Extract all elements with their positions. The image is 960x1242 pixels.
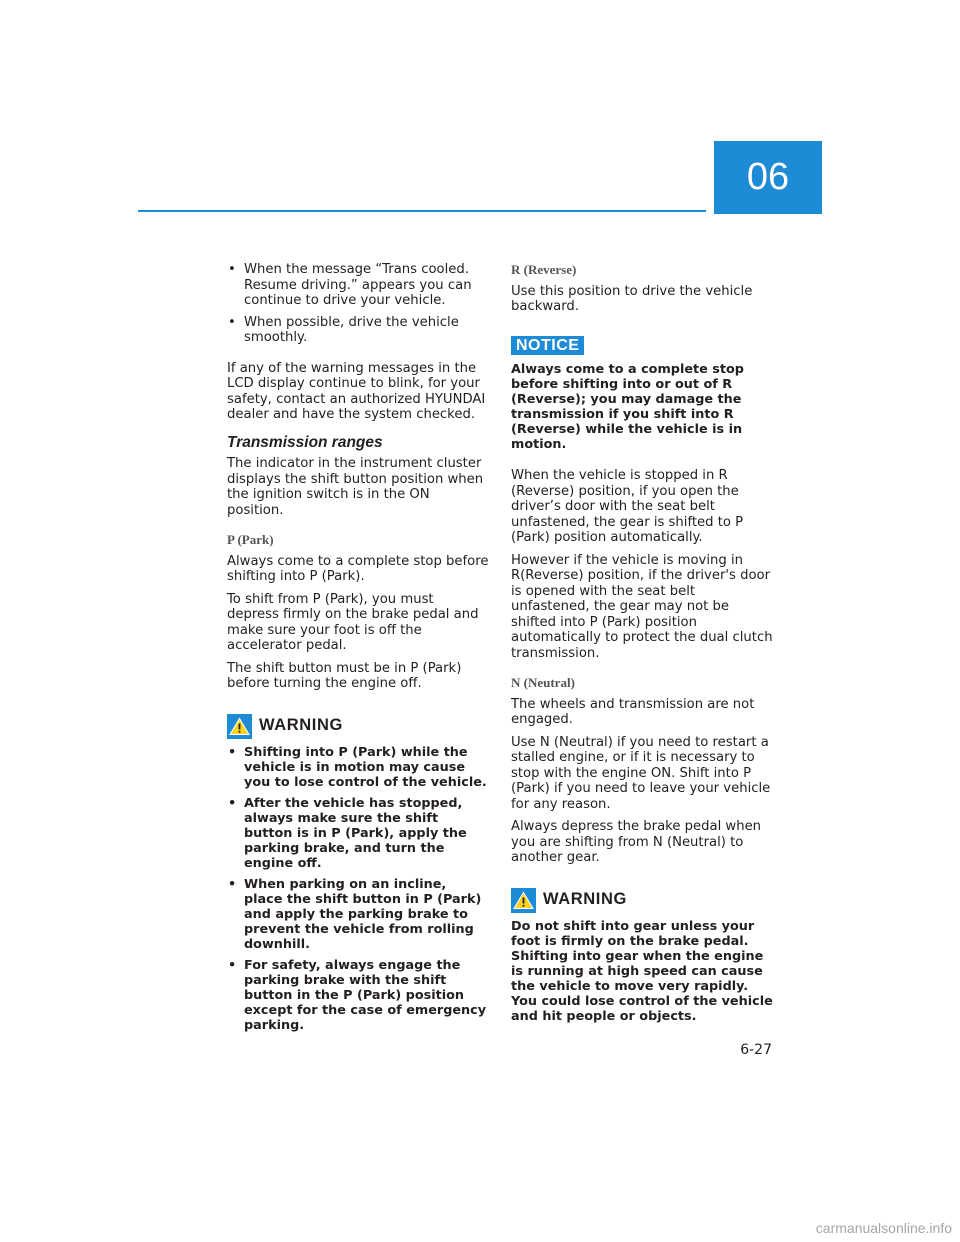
reverse-paragraph: Use this position to drive the vehicle backward. [511, 283, 753, 314]
page-number: 6-27 [740, 1042, 772, 1058]
section-heading: Transmission ranges [227, 433, 383, 451]
chapter-tab [714, 141, 822, 214]
list-item: • Shifting into P (Park) while the vehicle is in motion may cause you to lose control of the vehicle. [227, 745, 489, 790]
header-rule [138, 210, 706, 212]
notice-text: Always come to a complete stop before shifting into or out of R (Reverse); you may damage the transmission if you shift into R (Reverse) while the vehicle is in motion. [511, 362, 744, 452]
neutral-warning-header [511, 888, 773, 913]
warning-messages-paragraph: If any of the warning messages in the LCD display continue to blink, for your safety, contact an authorized HYUNDAI dealer and have the system checked. [227, 360, 486, 422]
park-paragraph: Always come to a complete stop before shifting into P (Park). [227, 553, 489, 584]
list-item: • When the message “Trans cooled. Resume driving.” appears you can continue to drive your vehicle. [227, 262, 489, 309]
watermark: carmanualsonline.info [815, 1220, 952, 1236]
warning-triangle-icon [511, 888, 536, 913]
trans-cooled-list [227, 262, 489, 346]
park-heading: P (Park) [227, 532, 274, 547]
reverse-paragraph: When the vehicle is stopped in R (Reverse) position, if you open the driver’s door with the seat belt unfastened, the gear is shifted to P (Park) position automatically. [511, 468, 744, 545]
list-item: • When parking on an incline, place the shift button in P (Park) and apply the parking brake to prevent the vehicle from rolling downhill. [227, 877, 489, 952]
list-item: • After the vehicle has stopped, always make sure the shift button is in P (Park), apply the parking brake, and turn the engine off. [227, 796, 489, 871]
warning-title: WARNING [259, 716, 343, 735]
park-warning-header [227, 714, 489, 739]
park-warning-list [227, 745, 489, 1033]
reverse-paragraph: However if the vehicle is moving in R(Reverse) position, if the driver's door is opened with the seat belt unfastened, the gear may not be shifted into P (Park) position automatically to protect the dual clutch transmission. [511, 552, 773, 661]
neutral-warning-text: Do not shift into gear unless your foot is firmly on the brake pedal. Shifting into gear when the engine is running at high speed can cause the vehicle to move very rapidly. You could lose control of the vehicle and hit people or objects. [511, 918, 773, 1024]
notice-badge: NOTICE [511, 336, 584, 356]
neutral-heading: N (Neutral) [511, 675, 575, 690]
indicator-paragraph: The indicator in the instrument cluster displays the shift button position when the ignition switch is in the ON position. [227, 456, 484, 518]
right-column [511, 262, 773, 1024]
park-paragraph: To shift from P (Park), you must depress firmly on the brake pedal and make sure your foot is off the accelerator pedal. [227, 591, 479, 653]
park-paragraph: The shift button must be in P (Park) before turning the engine off. [227, 660, 462, 691]
warning-triangle-icon [227, 714, 252, 739]
neutral-paragraph: Always depress the brake pedal when you are shifting from N (Neutral) to another gear. [511, 819, 762, 865]
warning-title: WARNING [543, 890, 627, 909]
neutral-paragraph: The wheels and transmission are not engaged. [511, 696, 755, 727]
left-column [227, 262, 489, 1039]
neutral-paragraph: Use N (Neutral) if you need to restart a stalled engine, or if it is necessary to stop with the engine ON. Shift into P (Park) if you need to leave your vehicle for any reason. [511, 734, 771, 812]
reverse-heading: R (Reverse) [511, 262, 577, 277]
chapter-number: 06 [746, 156, 790, 198]
list-item: • For safety, always engage the parking brake with the shift button in the P (Park) position except for the case of emergency parking. [227, 958, 489, 1033]
list-item: • When possible, drive the vehicle smoothly. [227, 315, 489, 346]
